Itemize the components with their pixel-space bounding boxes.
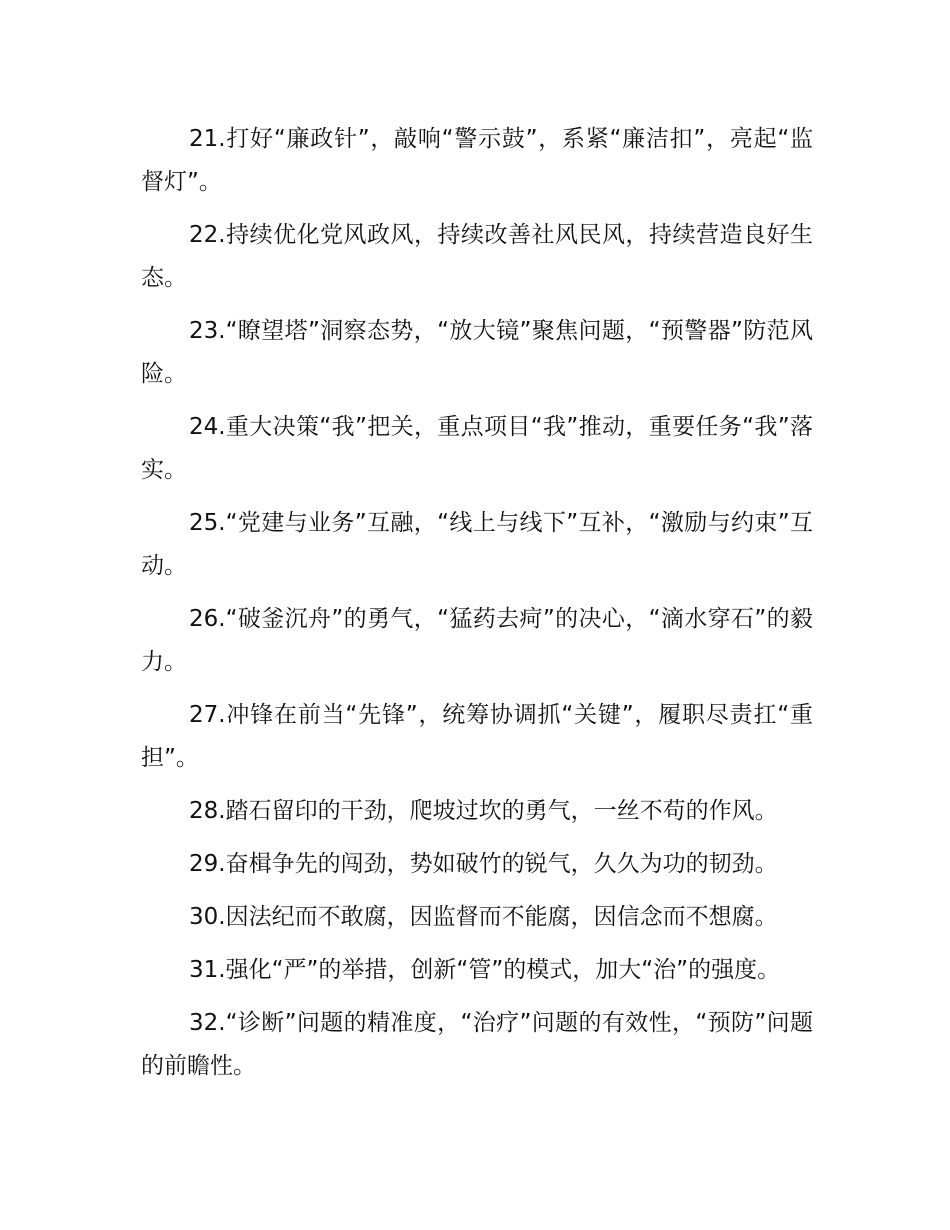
document-body xyxy=(141,118,813,1098)
paragraph-25: 25.“党建与业务”互融，“线上与线下”互补，“激励与约束”互动。 xyxy=(141,510,813,579)
paragraph-31: 31.强化“严”的举措，创新“管”的模式，加大“治”的强度。 xyxy=(189,957,781,983)
paragraph-24: 24.重大决策“我”把关，重点项目“我”推动，重要任务“我”落实。 xyxy=(141,414,813,483)
paragraph-32: 32.“诊断”问题的精准度，“治疗”问题的有效性，“预防”问题的前瞻性。 xyxy=(141,1010,813,1079)
paragraph-22: 22.持续优化党风政风，持续改善社风民风，持续营造良好生态。 xyxy=(141,222,813,291)
paragraph-28: 28.踏石留印的干劲，爬坡过坎的勇气，一丝不苟的作风。 xyxy=(189,798,778,824)
paragraph-26: 26.“破釜沉舟”的勇气，“猛药去疴”的决心，“滴水穿石”的毅力。 xyxy=(141,606,813,675)
paragraph-30: 30.因法纪而不敢腐，因监督而不能腐，因信念而不想腐。 xyxy=(189,904,778,930)
paragraph-29: 29.奋楫争先的闯劲，势如破竹的锐气，久久为功的韧劲。 xyxy=(189,851,778,877)
paragraph-21: 21.打好“廉政针”，敲响“警示鼓”，系紧“廉洁扣”，亮起“监督灯”。 xyxy=(141,126,813,195)
paragraph-27: 27.冲锋在前当“先锋”，统筹协调抓“关键”，履职尽责扛“重担”。 xyxy=(141,702,813,771)
paragraph-23: 23.“瞭望塔”洞察态势，“放大镜”聚焦问题，“预警器”防范风险。 xyxy=(141,318,813,387)
